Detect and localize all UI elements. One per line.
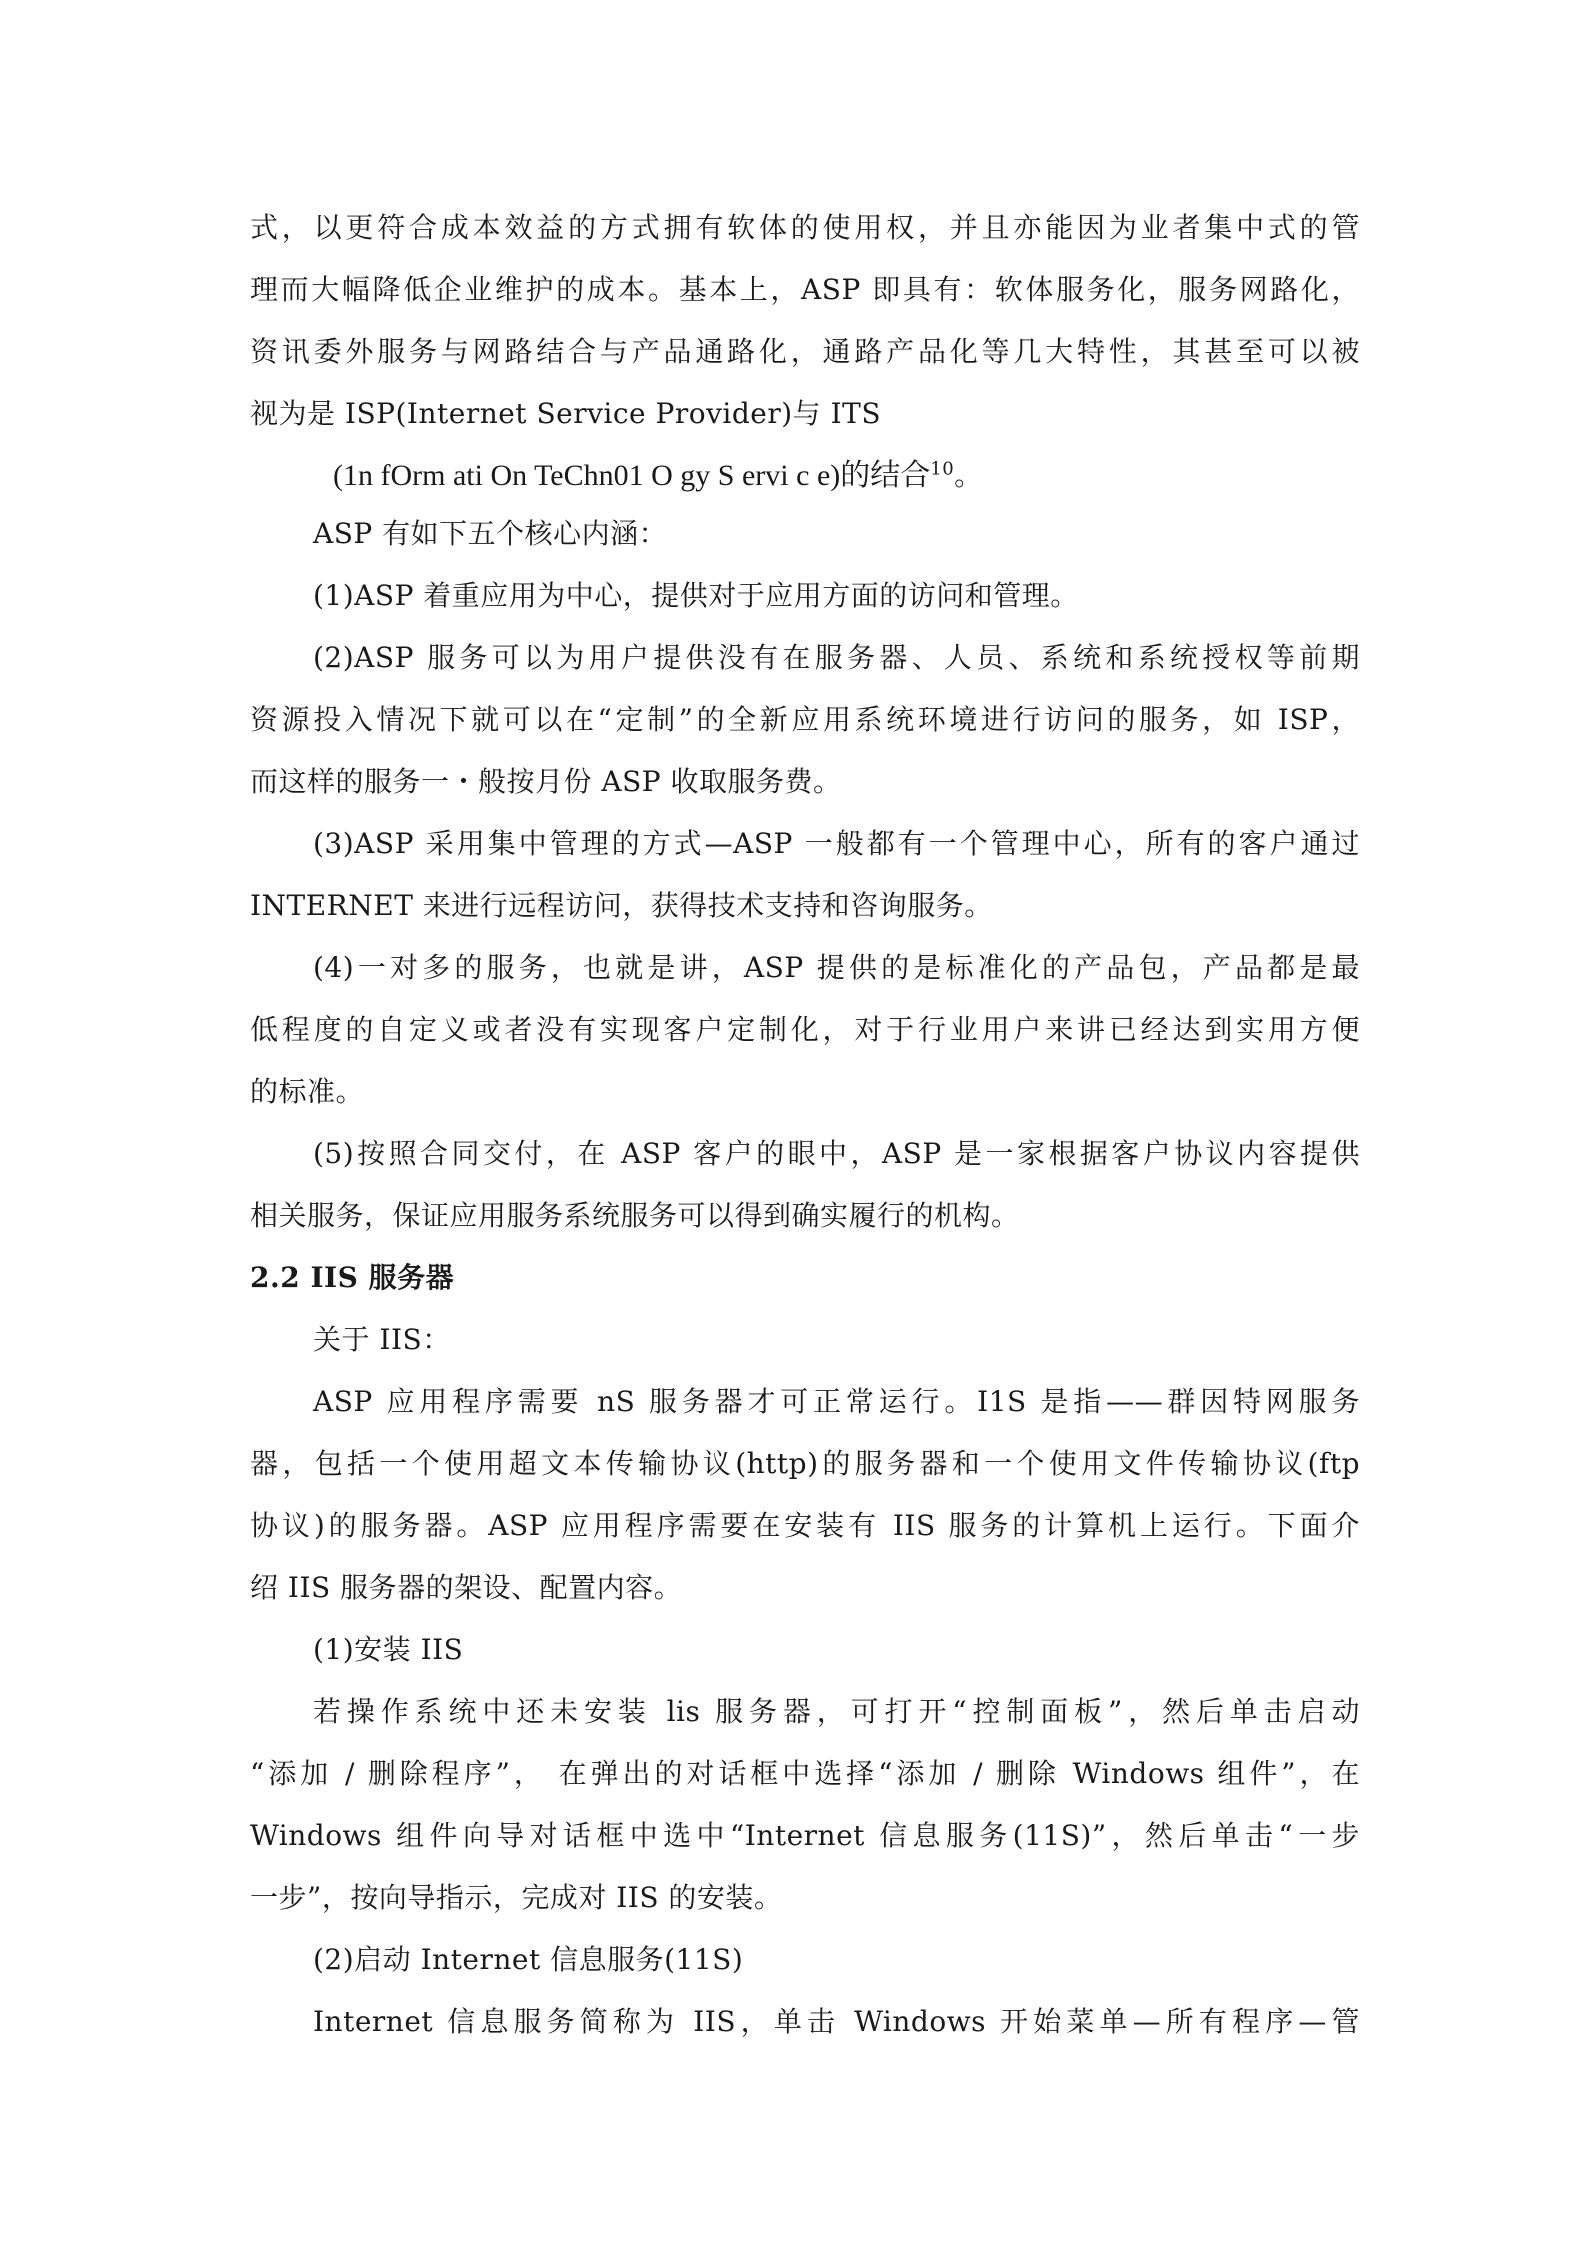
paragraph-line: ASP 应用程序需要 nS 服务器才可正常运行。I1S 是指——群因特网服务	[313, 1385, 1360, 1418]
paragraph-line: ASP 有如下五个核心内涵：	[313, 517, 668, 550]
paragraph-line: 的标准。	[250, 1075, 365, 1108]
list-item: (4)一对多的服务，也就是讲，ASP 提供的是标准化的产品包，产品都是最	[313, 951, 1360, 984]
paragraph-line: 相关服务，保证应用服务系统服务可以得到确实履行的机构。	[250, 1199, 1020, 1232]
list-item: (3)ASP 采用集中管理的方式—ASP 一般都有一个管理中心，所有的客户通过	[313, 827, 1360, 860]
section-heading: 2.2 IIS 服务器	[250, 1261, 455, 1294]
footnote-reference: 10	[930, 458, 955, 480]
paragraph-line: 器，包括一个使用超文本传输协议(http)的服务器和一个使用文件传输协议(ftp	[250, 1447, 1360, 1480]
list-item: (1)安装 IIS	[313, 1633, 464, 1666]
paragraph-line: 资讯委外服务与网路结合与产品通路化，通路产品化等几大特性，其甚至可以被	[250, 335, 1360, 368]
paragraph-line: 一步”，按向导指示，完成对 IIS 的安装。	[250, 1881, 783, 1914]
paragraph-line: Internet 信息服务简称为 IIS，单击 Windows 开始菜单—所有程序—管	[313, 2005, 1360, 2038]
list-item: (2)ASP 服务可以为用户提供没有在服务器、人员、系统和系统授权等前期	[313, 641, 1360, 674]
paragraph-line: 协议)的服务器。ASP 应用程序需要在安装有 IIS 服务的计算机上运行。下面介	[250, 1509, 1360, 1542]
sentence-end: 。	[954, 459, 983, 492]
paragraph-line: 资源投入情况下就可以在“定制”的全新应用系统环境进行访问的服务，如 ISP，	[250, 703, 1360, 736]
paragraph-line: 而这样的服务一・般按月份 ASP 收取服务费。	[250, 765, 842, 798]
paragraph-line: Windows 组件向导对话框中选中“Internet 信息服务(11S)”，然后单击“一步	[250, 1819, 1360, 1852]
paragraph-line: 关于 IIS：	[313, 1323, 451, 1356]
paragraph-line: “添加 / 删除程序”， 在弹出的对话框中选择“添加 / 删除 Windows 组件”，在	[250, 1757, 1360, 1790]
paragraph-line	[333, 456, 983, 496]
paragraph-line: 理而大幅降低企业维护的成本。基本上，ASP 即具有：软体服务化，服务网路化，	[250, 273, 1360, 306]
paragraph-line: 视为是 ISP(Internet Service Provider)与 ITS	[250, 397, 882, 430]
paragraph-line: 绍 IIS 服务器的架设、配置内容。	[250, 1571, 683, 1604]
list-item: (1)ASP 着重应用为中心，提供对于应用方面的访问和管理。	[313, 579, 1079, 612]
list-item: (5)按照合同交付，在 ASP 客户的眼中，ASP 是一家根据客户协议内容提供	[313, 1137, 1360, 1170]
its-expansion: (1n fOrm ati On TeChn01 O gy S ervi c e)的结合	[333, 459, 931, 492]
paragraph-line: 式，以更符合成本效益的方式拥有软体的使用权，并且亦能因为业者集中式的管	[250, 211, 1360, 244]
list-item: (2)启动 Internet 信息服务(11S)	[313, 1943, 744, 1976]
paragraph-line: INTERNET 来进行远程访问，获得技术支持和咨询服务。	[250, 889, 993, 922]
paragraph-line: 若操作系统中还未安装 lis 服务器，可打开“控制面板”，然后单击启动	[313, 1695, 1360, 1728]
paragraph-line: 低程度的自定义或者没有实现客户定制化，对于行业用户来讲已经达到实用方便	[250, 1013, 1360, 1046]
